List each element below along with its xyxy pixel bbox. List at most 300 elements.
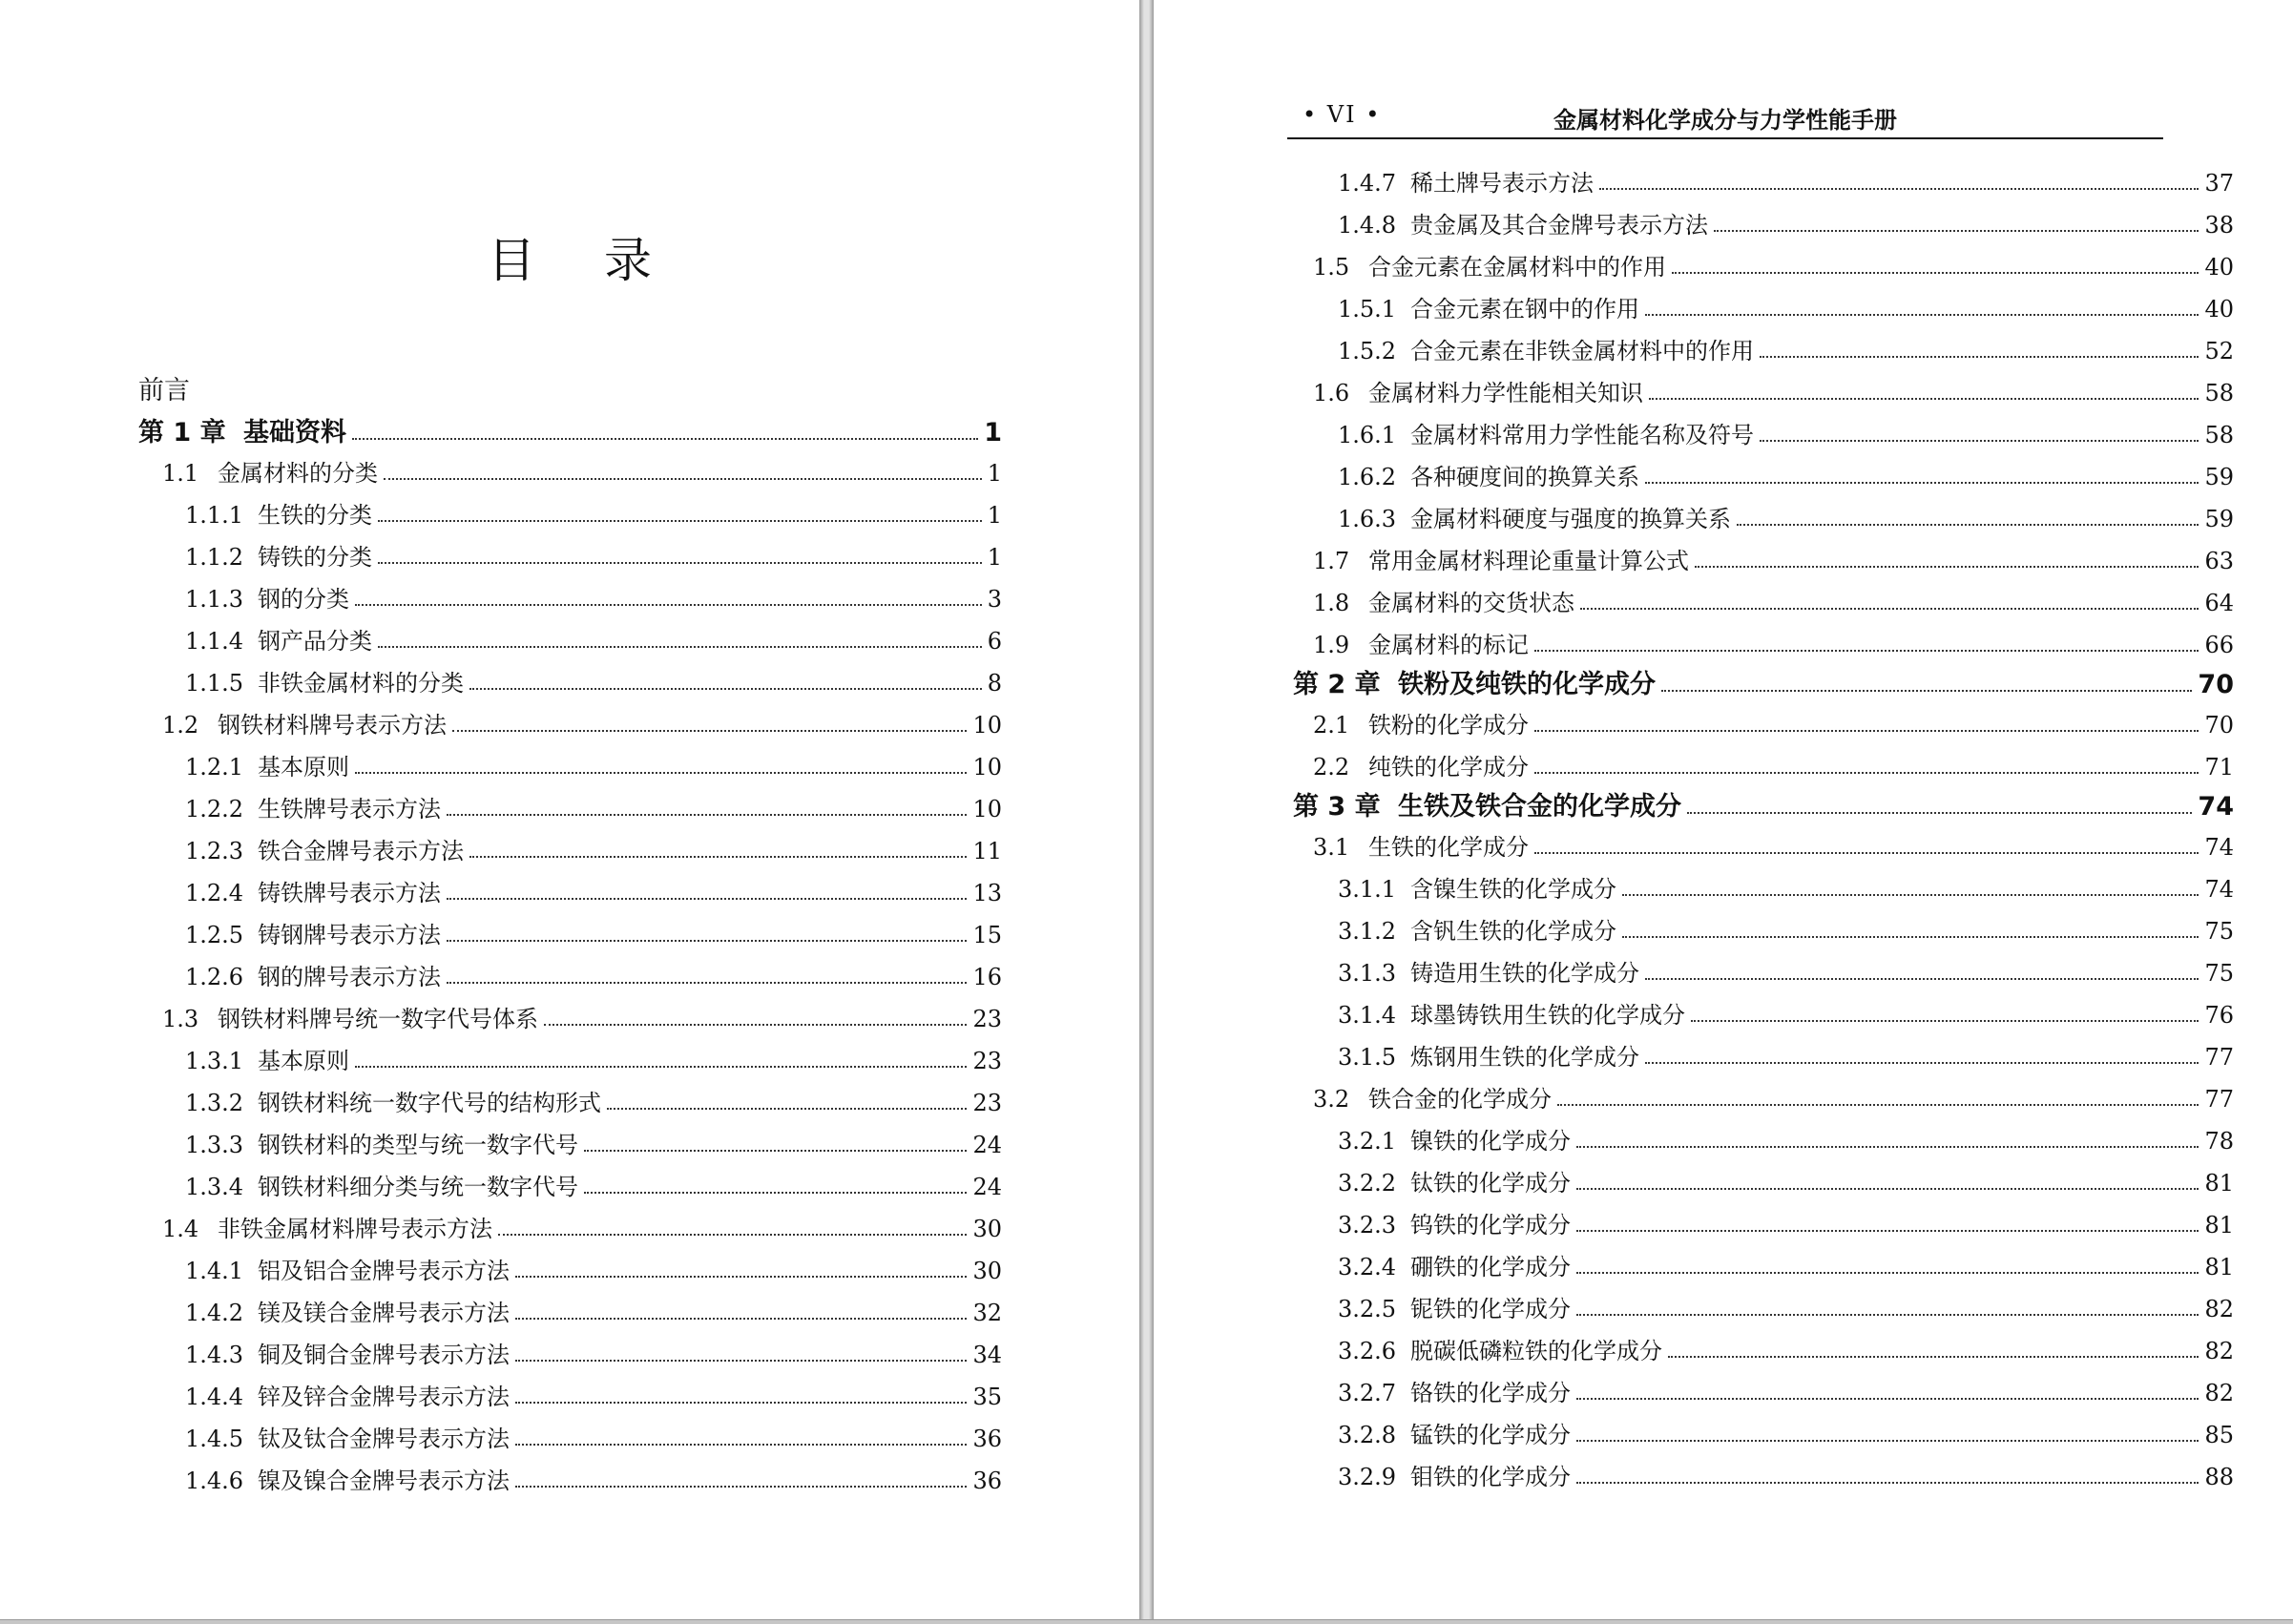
entry-page-number: 6 <box>987 628 1002 655</box>
entry-page-number: 82 <box>2204 1380 2234 1406</box>
entry-page-number: 40 <box>2204 296 2234 323</box>
entry-number: 3.2.3 <box>1338 1212 1397 1239</box>
dot-leader <box>1576 1272 2199 1274</box>
dot-leader <box>447 898 967 900</box>
entry-number: 1.4.7 <box>1338 170 1397 197</box>
entry-page-number: 40 <box>2204 254 2234 281</box>
entry-title: 非铁金属材料牌号表示方法 <box>218 1216 492 1242</box>
entry-number: 1.8 <box>1313 590 1350 616</box>
entry-title: 钢产品分类 <box>258 628 372 655</box>
entry-page-number: 64 <box>2204 590 2234 616</box>
toc-section-entry[interactable] <box>1154 372 2293 414</box>
entry-page-number: 23 <box>972 1006 1002 1032</box>
toc-title-char: 目 <box>488 233 535 288</box>
entry-title: 金属材料硬度与强度的换算关系 <box>1410 506 1731 532</box>
entry-title: 钛铁的化学成分 <box>1410 1170 1571 1197</box>
entry-title: 铬铁的化学成分 <box>1410 1380 1571 1406</box>
toc-subsection-entry[interactable] <box>1154 288 2293 330</box>
toc-section-entry[interactable] <box>1154 1078 2293 1120</box>
entry-page-number: 11 <box>972 838 1002 864</box>
entry-page-number: 70 <box>2198 670 2234 699</box>
entry-title: 合金元素在钢中的作用 <box>1410 296 1639 323</box>
entry-page-number: 32 <box>972 1300 1002 1326</box>
toc-subsection-entry[interactable] <box>0 1082 1139 1124</box>
dot-leader <box>378 520 982 522</box>
entry-page-number: 10 <box>972 796 1002 822</box>
entry-title: 铸造用生铁的化学成分 <box>1410 960 1639 987</box>
entry-title: 基本原则 <box>258 1048 349 1074</box>
entry-title: 贵金属及其合金牌号表示方法 <box>1410 212 1708 239</box>
entry-page-number: 78 <box>2204 1128 2234 1155</box>
toc-subsection-entry[interactable] <box>1154 162 2293 204</box>
page-folio: • VI • <box>1303 101 1382 128</box>
entry-title: 铁合金的化学成分 <box>1368 1086 1552 1113</box>
entry-number: 1.2.4 <box>185 880 244 906</box>
entry-page-number: 59 <box>2204 464 2234 490</box>
toc-section-entry[interactable] <box>1154 246 2293 288</box>
entry-title: 金属材料的标记 <box>1368 632 1529 658</box>
dot-leader <box>515 1402 967 1404</box>
entry-title: 铌铁的化学成分 <box>1410 1296 1571 1322</box>
entry-page-number: 1 <box>987 502 1002 529</box>
entry-page-number: 70 <box>2204 712 2234 739</box>
entry-number: 1.1 <box>162 460 199 487</box>
dot-leader <box>515 1444 967 1446</box>
entry-page-number: 63 <box>2204 548 2234 574</box>
entry-number: 1.1.2 <box>185 544 244 571</box>
dot-leader <box>1534 772 2199 774</box>
entry-page-number: 38 <box>2204 212 2234 239</box>
toc-subsection-entry[interactable] <box>0 872 1139 914</box>
entry-title: 金属材料的交货状态 <box>1368 590 1574 616</box>
dot-leader <box>1649 398 2199 400</box>
toc-subsection-entry[interactable] <box>0 536 1139 578</box>
entry-number: 1.4.1 <box>185 1258 244 1284</box>
entry-title: 基本原则 <box>258 754 349 781</box>
dot-leader <box>1691 1020 2199 1022</box>
entry-title: 铝及铝合金牌号表示方法 <box>258 1258 510 1284</box>
entry-number: 3.1.4 <box>1338 1002 1397 1029</box>
entry-title: 金属材料的分类 <box>218 460 378 487</box>
toc-subsection-entry[interactable] <box>1154 994 2293 1036</box>
toc-section-entry[interactable] <box>1154 746 2293 788</box>
entry-page-number: 82 <box>2204 1296 2234 1322</box>
entry-title: 合金元素在非铁金属材料中的作用 <box>1410 338 1754 364</box>
toc-subsection-entry[interactable] <box>1154 1204 2293 1246</box>
entry-title: 钢铁材料牌号统一数字代号体系 <box>218 1006 538 1032</box>
entry-number: 1.1.3 <box>185 586 244 613</box>
dot-leader <box>1576 1188 2199 1190</box>
entry-number: 1.3 <box>162 1006 199 1032</box>
entry-page-number: 23 <box>972 1090 1002 1116</box>
entry-title: 钨铁的化学成分 <box>1410 1212 1571 1239</box>
entry-number: 1.6.3 <box>1338 506 1397 532</box>
entry-number: 1.2.6 <box>185 964 244 990</box>
toc-subsection-entry[interactable] <box>1154 330 2293 372</box>
toc-subsection-entry[interactable] <box>1154 204 2293 246</box>
toc-subsection-entry[interactable] <box>0 1040 1139 1082</box>
dot-leader <box>544 1024 967 1026</box>
dot-leader <box>447 982 967 984</box>
entry-page-number: 30 <box>972 1216 1002 1242</box>
entry-page-number: 77 <box>2204 1044 2234 1071</box>
dot-leader <box>1737 524 2199 526</box>
entry-number: 1.2.1 <box>185 754 244 781</box>
entry-title: 镁及镁合金牌号表示方法 <box>258 1300 510 1326</box>
entry-title: 脱碳低磷粒铁的化学成分 <box>1410 1338 1662 1364</box>
entry-title: 球墨铸铁用生铁的化学成分 <box>1410 1002 1685 1029</box>
entry-page-number: 24 <box>972 1132 1002 1158</box>
entry-page-number: 75 <box>2204 918 2234 945</box>
entry-title: 锰铁的化学成分 <box>1410 1422 1571 1448</box>
toc-subsection-entry[interactable] <box>1154 1036 2293 1078</box>
entry-number: 3.1.3 <box>1338 960 1397 987</box>
dot-leader <box>1760 356 2199 358</box>
book-title: 金属材料化学成分与力学性能手册 <box>1553 106 1897 134</box>
toc-section-entry[interactable] <box>1154 826 2293 868</box>
entry-title: 钢的牌号表示方法 <box>258 964 441 990</box>
entry-title: 钢铁材料细分类与统一数字代号 <box>258 1174 578 1200</box>
dot-leader <box>384 478 982 480</box>
entry-number: 2.1 <box>1313 712 1350 739</box>
entry-title: 铁粉及纯铁的化学成分 <box>1398 670 1656 699</box>
entry-number: 1.3.4 <box>185 1174 244 1200</box>
toc-subsection-entry[interactable] <box>0 1250 1139 1292</box>
toc-subsection-entry[interactable] <box>0 1418 1139 1460</box>
dot-leader <box>469 856 967 858</box>
entry-title: 铸钢牌号表示方法 <box>258 922 441 948</box>
dot-leader <box>515 1318 967 1320</box>
entry-page-number: 36 <box>972 1426 1002 1452</box>
entry-number: 1.5.2 <box>1338 338 1397 364</box>
entry-title: 钢铁材料统一数字代号的结构形式 <box>258 1090 601 1116</box>
entry-page-number: 8 <box>987 670 1002 697</box>
entry-page-number: 52 <box>2204 338 2234 364</box>
entry-title: 生铁的化学成分 <box>1368 834 1529 861</box>
toc-subsection-entry[interactable] <box>1154 1372 2293 1414</box>
entry-page-number: 74 <box>2204 876 2234 903</box>
entry-title: 锌及锌合金牌号表示方法 <box>258 1384 510 1410</box>
toc-subsection-entry[interactable] <box>0 1166 1139 1208</box>
toc-subsection-entry[interactable] <box>0 1334 1139 1376</box>
toc-subsection-entry[interactable] <box>1154 1456 2293 1498</box>
dot-leader <box>378 562 982 564</box>
dot-leader <box>1576 1440 2199 1442</box>
entry-number: 1.3.2 <box>185 1090 244 1116</box>
entry-title: 常用金属材料理论重量计算公式 <box>1368 548 1689 574</box>
toc-subsection-entry[interactable] <box>1154 414 2293 456</box>
dot-leader <box>1645 1062 2199 1064</box>
entry-page-number: 34 <box>972 1342 1002 1368</box>
dot-leader <box>355 1066 967 1068</box>
entry-title: 纯铁的化学成分 <box>1368 754 1529 781</box>
entry-number: 1.1.5 <box>185 670 244 697</box>
toc-subsection-entry[interactable] <box>1154 1288 2293 1330</box>
dot-leader <box>607 1108 967 1110</box>
entry-number: 第 2 章 <box>1293 670 1381 699</box>
entry-number: 3.2.2 <box>1338 1170 1397 1197</box>
dot-leader <box>1599 188 2199 190</box>
entry-page-number: 13 <box>972 880 1002 906</box>
entry-number: 1.4.4 <box>185 1384 244 1410</box>
toc-subsection-entry[interactable] <box>1154 910 2293 952</box>
entry-page-number: 74 <box>2198 792 2234 822</box>
entry-title: 铁合金牌号表示方法 <box>258 838 464 864</box>
entry-title: 硼铁的化学成分 <box>1410 1254 1571 1280</box>
entry-number: 1.5 <box>1313 254 1350 281</box>
toc-chapter-entry[interactable] <box>1154 666 2293 704</box>
running-header <box>1287 99 2163 139</box>
entry-title: 铸铁的分类 <box>258 544 372 571</box>
toc-section-entry[interactable] <box>0 998 1139 1040</box>
toc-subsection-entry[interactable] <box>0 620 1139 662</box>
toc-section-entry[interactable] <box>0 704 1139 746</box>
entry-title: 镍及镍合金牌号表示方法 <box>258 1468 510 1494</box>
toc-section-entry[interactable] <box>1154 582 2293 624</box>
entry-title: 非铁金属材料的分类 <box>258 670 464 697</box>
dot-leader <box>1534 852 2199 854</box>
dot-leader <box>1557 1104 2199 1106</box>
left-page <box>0 0 1139 1619</box>
entry-number: 1.4.3 <box>185 1342 244 1368</box>
toc-chapter-entry[interactable] <box>1154 788 2293 826</box>
dot-leader <box>1687 812 2192 814</box>
entry-number: 3.2.6 <box>1338 1338 1397 1364</box>
entry-number: 1.2.2 <box>185 796 244 822</box>
toc-subsection-entry[interactable] <box>0 830 1139 872</box>
toc-subsection-entry[interactable] <box>0 662 1139 704</box>
entry-number: 1.2 <box>162 712 199 739</box>
dot-leader <box>1534 730 2199 732</box>
dot-leader <box>378 646 982 648</box>
entry-number: 1.4.2 <box>185 1300 244 1326</box>
dot-leader <box>1622 894 2199 896</box>
toc-subsection-entry[interactable] <box>0 914 1139 956</box>
toc-subsection-entry[interactable] <box>0 788 1139 830</box>
entry-title: 金属材料力学性能相关知识 <box>1368 380 1643 406</box>
toc-subsection-entry[interactable] <box>0 1376 1139 1418</box>
toc-subsection-entry[interactable] <box>1154 1414 2293 1456</box>
entry-title: 生铁牌号表示方法 <box>258 796 441 822</box>
entry-page-number: 59 <box>2204 506 2234 532</box>
entry-title: 基础资料 <box>243 418 346 448</box>
entry-title: 合金元素在金属材料中的作用 <box>1368 254 1666 281</box>
toc-subsection-entry[interactable] <box>0 1460 1139 1502</box>
toc-subsection-entry[interactable] <box>1154 1330 2293 1372</box>
entry-number: 1.7 <box>1313 548 1350 574</box>
entry-number: 1.4 <box>162 1216 199 1242</box>
toc-subsection-entry[interactable] <box>1154 498 2293 540</box>
entry-number: 1.4.5 <box>185 1426 244 1452</box>
entry-page-number: 3 <box>987 586 1002 613</box>
entry-page-number: 30 <box>972 1258 1002 1284</box>
entry-title: 含镍生铁的化学成分 <box>1410 876 1616 903</box>
dot-leader <box>1760 440 2199 442</box>
entry-number: 3.1.1 <box>1338 876 1397 903</box>
right-page <box>1154 0 2293 1619</box>
entry-number: 3.2 <box>1313 1086 1350 1113</box>
entry-title: 镍铁的化学成分 <box>1410 1128 1571 1155</box>
toc-subsection-entry[interactable] <box>0 578 1139 620</box>
entry-page-number: 74 <box>2204 834 2234 861</box>
dot-leader <box>1622 936 2199 938</box>
entry-number: 1.2.5 <box>185 922 244 948</box>
dot-leader <box>1645 314 2199 316</box>
toc-chapter-entry[interactable] <box>0 414 1139 452</box>
toc-subsection-entry[interactable] <box>0 956 1139 998</box>
entry-title: 生铁及铁合金的化学成分 <box>1398 792 1681 822</box>
entry-page-number: 77 <box>2204 1086 2234 1113</box>
dot-leader <box>1661 690 2192 692</box>
toc-subsection-entry[interactable] <box>1154 456 2293 498</box>
entry-number: 1.6.2 <box>1338 464 1397 490</box>
entry-page-number: 58 <box>2204 422 2234 448</box>
dot-leader <box>584 1150 967 1152</box>
toc-section-entry[interactable] <box>1154 540 2293 582</box>
dot-leader <box>1645 978 2199 980</box>
dot-leader <box>1695 566 2199 568</box>
toc-section-entry[interactable] <box>1154 704 2293 746</box>
entry-number: 1.1.4 <box>185 628 244 655</box>
dot-leader <box>355 772 967 774</box>
dot-leader <box>1672 272 2199 274</box>
entry-title: 生铁的分类 <box>258 502 372 529</box>
entry-page-number: 16 <box>972 964 1002 990</box>
entry-page-number: 88 <box>2204 1464 2234 1490</box>
entry-number: 3.2.8 <box>1338 1422 1397 1448</box>
entry-page-number: 1 <box>984 418 1002 448</box>
entry-number: 1.4.6 <box>185 1468 244 1494</box>
entry-number: 3.2.9 <box>1338 1464 1397 1490</box>
entry-title: 稀土牌号表示方法 <box>1410 170 1594 197</box>
entry-number: 1.3.1 <box>185 1048 244 1074</box>
toc-subsection-entry[interactable] <box>0 494 1139 536</box>
toc-section-entry[interactable] <box>0 452 1139 494</box>
entry-page-number: 81 <box>2204 1254 2234 1280</box>
entry-number: 1.6.1 <box>1338 422 1397 448</box>
entry-page-number: 37 <box>2204 170 2234 197</box>
entry-title: 金属材料常用力学性能名称及符号 <box>1410 422 1754 448</box>
toc-subsection-entry[interactable] <box>1154 1120 2293 1162</box>
entry-number: 1.9 <box>1313 632 1350 658</box>
entry-number: 1.4.8 <box>1338 212 1397 239</box>
preface-entry[interactable]: 前言 <box>138 376 190 406</box>
toc-subsection-entry[interactable] <box>0 1292 1139 1334</box>
toc-subsection-entry[interactable] <box>1154 1162 2293 1204</box>
toc-title-char: 录 <box>604 233 652 288</box>
entry-page-number: 1 <box>987 544 1002 571</box>
toc-list-left <box>0 414 1139 1502</box>
entry-page-number: 66 <box>2204 632 2234 658</box>
entry-title: 钼铁的化学成分 <box>1410 1464 1571 1490</box>
toc-section-entry[interactable] <box>0 1208 1139 1250</box>
dot-leader <box>447 940 967 942</box>
entry-number: 第 3 章 <box>1293 792 1381 822</box>
entry-number: 1.3.3 <box>185 1132 244 1158</box>
dot-leader <box>352 438 978 440</box>
dot-leader <box>355 604 982 606</box>
entry-title: 铜及铜合金牌号表示方法 <box>258 1342 510 1368</box>
dot-leader <box>1534 650 2199 652</box>
dot-leader <box>1714 230 2199 232</box>
entry-page-number: 81 <box>2204 1212 2234 1239</box>
dot-leader <box>1668 1356 2199 1358</box>
toc-list-right <box>1154 162 2293 1498</box>
entry-number: 1.1.1 <box>185 502 244 529</box>
entry-number: 1.2.3 <box>185 838 244 864</box>
entry-page-number: 24 <box>972 1174 1002 1200</box>
toc-subsection-entry[interactable] <box>0 746 1139 788</box>
dot-leader <box>515 1276 967 1278</box>
dot-leader <box>447 814 967 816</box>
entry-number: 3.2.5 <box>1338 1296 1397 1322</box>
entry-page-number: 81 <box>2204 1170 2234 1197</box>
entry-title: 各种硬度间的换算关系 <box>1410 464 1639 490</box>
dot-leader <box>1576 1230 2199 1232</box>
dot-leader <box>1576 1314 2199 1316</box>
entry-title: 钛及钛合金牌号表示方法 <box>258 1426 510 1452</box>
entry-page-number: 10 <box>972 712 1002 739</box>
entry-page-number: 75 <box>2204 960 2234 987</box>
entry-number: 1.5.1 <box>1338 296 1397 323</box>
dot-leader <box>1576 1146 2199 1148</box>
toc-title <box>0 233 1139 288</box>
toc-section-entry[interactable] <box>1154 624 2293 666</box>
entry-page-number: 35 <box>972 1384 1002 1410</box>
toc-subsection-entry[interactable] <box>1154 868 2293 910</box>
entry-page-number: 15 <box>972 922 1002 948</box>
entry-number: 3.2.4 <box>1338 1254 1397 1280</box>
entry-page-number: 76 <box>2204 1002 2234 1029</box>
dot-leader <box>1576 1398 2199 1400</box>
bottom-scroll-edge <box>0 1619 2293 1624</box>
entry-title: 炼钢用生铁的化学成分 <box>1410 1044 1639 1071</box>
entry-page-number: 1 <box>987 460 1002 487</box>
entry-title: 钢的分类 <box>258 586 349 613</box>
entry-title: 铸铁牌号表示方法 <box>258 880 441 906</box>
entry-number: 1.6 <box>1313 380 1350 406</box>
dot-leader <box>1645 482 2199 484</box>
dot-leader <box>452 730 967 732</box>
entry-page-number: 58 <box>2204 380 2234 406</box>
entry-page-number: 82 <box>2204 1338 2234 1364</box>
dot-leader <box>469 688 982 690</box>
dot-leader <box>1580 608 2199 610</box>
entry-title: 铁粉的化学成分 <box>1368 712 1529 739</box>
dot-leader <box>515 1360 967 1362</box>
dot-leader <box>1576 1482 2199 1484</box>
entry-number: 3.2.7 <box>1338 1380 1397 1406</box>
toc-subsection-entry[interactable] <box>1154 1246 2293 1288</box>
entry-page-number: 10 <box>972 754 1002 781</box>
entry-number: 3.1 <box>1313 834 1350 861</box>
entry-number: 2.2 <box>1313 754 1350 781</box>
toc-subsection-entry[interactable] <box>1154 952 2293 994</box>
entry-number: 3.1.2 <box>1338 918 1397 945</box>
entry-page-number: 23 <box>972 1048 1002 1074</box>
entry-title: 钢铁材料的类型与统一数字代号 <box>258 1132 578 1158</box>
page-gutter <box>1139 0 1154 1624</box>
entry-number: 3.2.1 <box>1338 1128 1397 1155</box>
entry-number: 第 1 章 <box>138 418 226 448</box>
entry-number: 3.1.5 <box>1338 1044 1397 1071</box>
toc-subsection-entry[interactable] <box>0 1124 1139 1166</box>
entry-title: 含钒生铁的化学成分 <box>1410 918 1616 945</box>
entry-page-number: 71 <box>2204 754 2234 781</box>
entry-title: 钢铁材料牌号表示方法 <box>218 712 447 739</box>
dot-leader <box>498 1234 967 1236</box>
entry-page-number: 85 <box>2204 1422 2234 1448</box>
